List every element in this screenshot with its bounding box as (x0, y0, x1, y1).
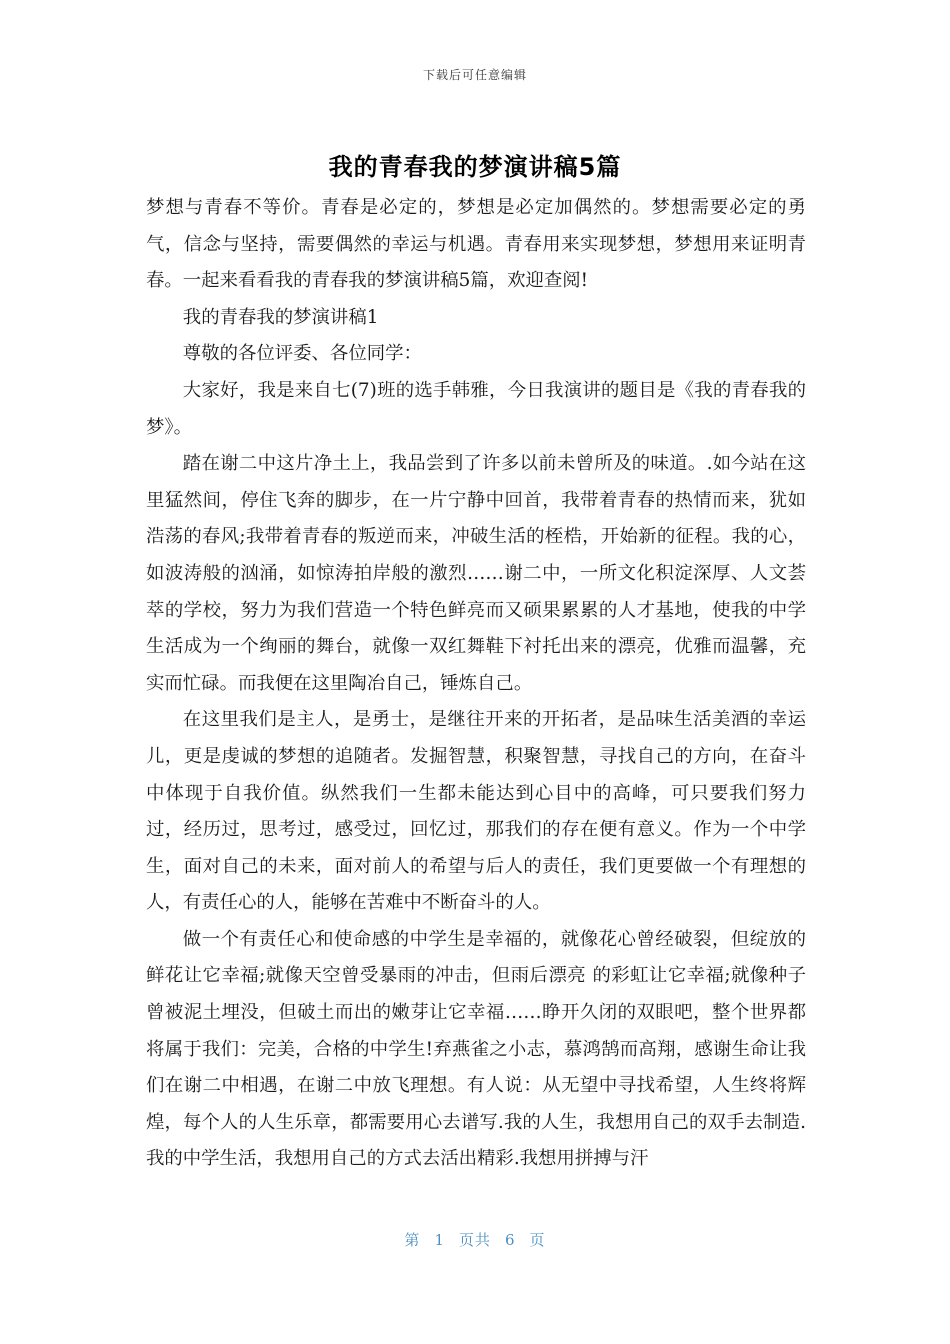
footer-total-pages: 6 (505, 1231, 516, 1249)
page-footer (0, 1229, 950, 1250)
paragraph: 做一个有责任心和使命感的中学生是幸福的，就像花心曾经破裂，但绽放的鲜花让它幸福;就像天空曾受暴雨的冲击，但雨后漂亮 的彩虹让它幸福;就像种子曾被泥土埋没，但破土而出的嫩芽让它幸福……睁开久闭的双眼吧，整个世界都将属于我们：完美，合格的中学生!弃燕雀之小志，慕鸿鹄而高翔，感谢生命让我们在谢二中相遇，在谢二中放飞理想。有人说：从无望中寻找希望，人生终将辉煌，每个人的人生乐章，都需要用心去谱写.我的人生，我想用自己的双手去制造.我的中学生活，我想用自己的方式去活出精彩.我想用拼搏与汗 (146, 928, 806, 1170)
paragraph: 尊敬的各位评委、各位同学： (182, 343, 422, 365)
footer-middle: 页共 (458, 1231, 491, 1249)
paragraph: 我的青春我的梦演讲稿1 (182, 306, 379, 328)
footer-suffix: 页 (529, 1231, 546, 1249)
paragraph: 梦想与青春不等价。青春是必定的，梦想是必定加偶然的。梦想需要必定的勇气，信念与坚持，需要偶然的幸运与机遇。青春用来实现梦想，梦想用来证明青春。一起来看看我的青春我的梦演讲稿5篇，欢迎查阅! (146, 197, 806, 292)
header-note: 下载后可任意编辑 (422, 68, 527, 82)
paragraph: 在这里我们是主人，是勇士，是继往开来的开拓者，是品味生活美酒的幸运儿，更是虔诚的梦想的追随者。发掘智慧，积聚智慧，寻找自己的方向，在奋斗中体现于自我价值。纵然我们一生都未能达到心目中的高峰，可只要我们努力过，经历过，思考过，感受过，回忆过，那我们的存在便有意义。作为一个中学生，面对自己的未来，面对前人的希望与后人的责任，我们更要做一个有理想的人，有责任心的人，能够在苦难中不断奋斗的人。 (146, 709, 806, 914)
paragraph: 大家好，我是来自七(7)班的选手韩雅，今日我演讲的题目是《我的青春我的梦》。 (146, 379, 806, 438)
paragraph: 踏在谢二中这片净土上，我品尝到了许多以前未曾所及的味道。.如今站在这里猛然间，停住飞奔的脚步，在一片宁静中回首，我带着青春的热情而来，犹如浩荡的春风;我带着青春的叛逆而来，冲破生活的桎梏，开始新的征程。我的心，如波涛般的汹涌，如惊涛拍岸般的激烈……谢二中，一所文化积淀深厚、人文荟萃的学校，努力为我们营造一个特色鲜亮而又硕果累累的人才基地，使我的中学生活成为一个绚丽的舞台，就像一双红舞鞋下衬托出来的漂亮，优雅而温馨，充实而忙碌。而我便在这里陶冶自己，锤炼自己。 (146, 453, 806, 694)
footer-current-page: 1 (434, 1231, 445, 1249)
document-body (146, 190, 806, 1178)
footer-prefix: 第 (404, 1231, 421, 1249)
document-title: 我的青春我的梦演讲稿5篇 (328, 153, 622, 181)
